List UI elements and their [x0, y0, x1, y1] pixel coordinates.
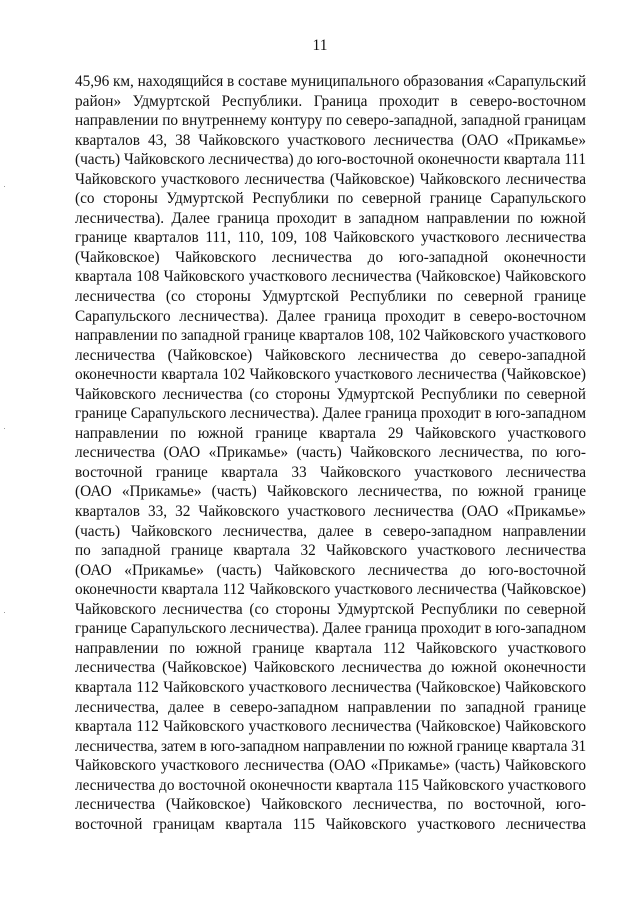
- scan-speck: [4, 428, 5, 429]
- body-paragraph: [75, 72, 586, 834]
- text-line: направлении по южной границе квартала 29 Чайковского участкового: [75, 424, 586, 442]
- text-line: лесничества, далее в северо-западном направлении по западной границе: [75, 698, 586, 716]
- text-line: Чайковского участкового лесничества (Чайковское) Чайковского лесничества: [75, 170, 586, 188]
- text-line: границе Сарапульского лесничества). Далее граница проходит в юго-западном: [75, 405, 586, 423]
- text-line: 45,96 км, находящийся в составе муниципального образования «Сарапульский: [75, 73, 586, 90]
- text-line: лесничества). Далее граница проходит в западном направлении по южной: [75, 209, 586, 227]
- text-line: восточной границам квартала 115 Чайковского участкового лесничества: [75, 815, 586, 833]
- text-line: направлении по западной границе кварталов 108, 102 Чайковского участкового: [75, 327, 586, 345]
- text-line: восточной границе квартала 33 Чайковского участкового лесничества: [75, 463, 586, 481]
- text-line: Сарапульского лесничества). Далее граница проходит в северо-восточном: [75, 307, 586, 325]
- text-line: оконечности квартала 112 Чайковского участкового лесничества (Чайковское): [75, 581, 586, 599]
- text-line: (со стороны Удмуртской Республики по северной границе Сарапульского: [75, 190, 586, 208]
- text-line: Чайковского лесничества (со стороны Удмуртской Республики по северной: [75, 385, 586, 403]
- text-line: район» Удмуртской Республики. Граница проходит в северо-восточном: [75, 92, 586, 110]
- scan-speck: [4, 612, 5, 613]
- text-line: квартала 108 Чайковского участкового лесничества (Чайковское) Чайковского: [75, 268, 586, 286]
- text-line: квартала 112 Чайковского участкового лесничества (Чайковское) Чайковского: [75, 718, 586, 736]
- text-line: лесничества (ОАО «Прикамье» (часть) Чайковского лесничества, по юго-: [75, 444, 586, 462]
- text-line: (ОАО «Прикамье» (часть) Чайковского лесничества, по южной границе: [75, 483, 586, 501]
- page-number: 11: [312, 37, 328, 54]
- text-line: лесничества, затем в юго-западном направлении по южной границе квартала 31: [75, 737, 586, 755]
- text-line: квартала 112 Чайковского участкового лесничества (Чайковское) Чайковского: [75, 678, 586, 696]
- text-line: (Чайковское) Чайковского лесничества до юго-западной оконечности: [75, 248, 586, 266]
- scan-speck: [4, 186, 5, 187]
- text-line: лесничества (Чайковское) Чайковского лесничества до северо-западной: [75, 346, 586, 364]
- text-line: границе Сарапульского лесничества). Далее граница проходит в юго-западном: [75, 620, 586, 638]
- text-line: лесничества (Чайковское) Чайковского лесничества, по восточной, юго-: [75, 796, 586, 814]
- text-line: (ОАО «Прикамье» (часть) Чайковского лесничества до юго-восточной: [75, 561, 586, 579]
- text-line: кварталов 43, 38 Чайковского участкового лесничества (ОАО «Прикамье»: [75, 131, 586, 149]
- text-line: по западной границе квартала 32 Чайковского участкового лесничества: [75, 542, 586, 560]
- text-line: кварталов 33, 32 Чайковского участкового лесничества (ОАО «Прикамье»: [75, 503, 586, 521]
- text-line: Чайковского лесничества (со стороны Удмуртской Республики по северной: [75, 600, 586, 618]
- text-line: направлении по внутреннему контуру по северо-западной, западной границам: [75, 112, 586, 130]
- text-line: лесничества (Чайковское) Чайковского лесничества до южной оконечности: [75, 659, 586, 677]
- text-line: лесничества (со стороны Удмуртской Республики по северной границе: [75, 288, 586, 306]
- text-line: Чайковского участкового лесничества (ОАО «Прикамье» (часть) Чайковского: [75, 757, 586, 775]
- text-line: границе кварталов 111, 110, 109, 108 Чайковского участкового лесничества: [75, 229, 586, 247]
- text-line: (часть) Чайковского лесничества, далее в северо-западном направлении: [75, 522, 586, 540]
- text-line: направлении по южной границе квартала 112 Чайковского участкового: [75, 639, 586, 657]
- text-line: (часть) Чайковского лесничества) до юго-восточной оконечности квартала 111: [75, 151, 586, 169]
- text-line: лесничества до восточной оконечности квартала 115 Чайковского участкового: [75, 776, 586, 794]
- text-line: оконечности квартала 102 Чайковского участкового лесничества (Чайковское): [75, 366, 586, 384]
